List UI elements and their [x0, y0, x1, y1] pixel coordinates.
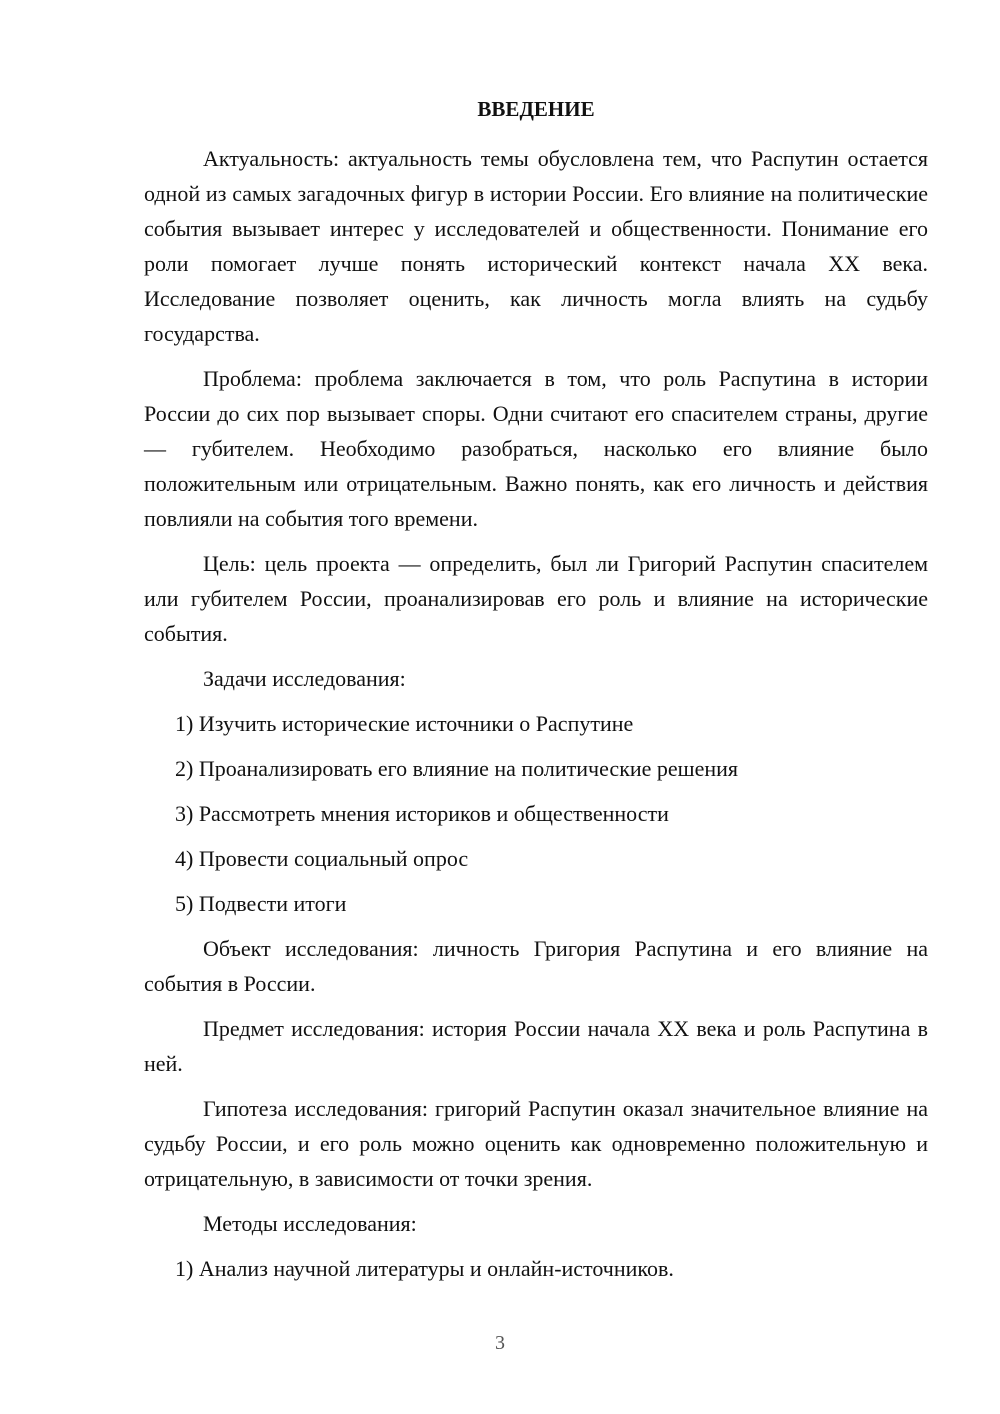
page-title: ВВЕДЕНИЕ [477, 97, 595, 121]
list-item: 2) Проанализировать его влияние на политические решения [175, 756, 739, 781]
hypothesis-paragraph: Гипотеза исследования: григорий Распутин оказал значительное влияние на судьбу России, и его роль можно оценить как одновременно положительную и отрицательную, в зависимости от точки зрения. [144, 1096, 928, 1191]
list-item: 4) Провести социальный опрос [175, 846, 469, 871]
list-item: 1) Изучить исторические источники о Распутине [175, 711, 634, 736]
tasks-list [144, 706, 928, 921]
document-page [144, 92, 928, 1296]
list-item: 1) Анализ научной литературы и онлайн-источников. [175, 1256, 674, 1281]
object-paragraph: Объект исследования: личность Григория Распутина и его влияние на события в России. [144, 936, 928, 996]
page-number: 3 [495, 1332, 505, 1354]
goal-paragraph: Цель: цель проекта — определить, был ли Григорий Распутин спасителем или губителем России, проанализировав его роль и влияние на исторические события. [144, 551, 928, 646]
list-item: 5) Подвести итоги [175, 891, 347, 916]
methods-heading: Методы исследования: [203, 1211, 417, 1236]
subject-paragraph: Предмет исследования: история России начала XX века и роль Распутина в ней. [144, 1016, 928, 1076]
problem-paragraph: Проблема: проблема заключается в том, что роль Распутина в истории России до сих пор вызывает споры. Одни считают его спасителем страны, другие — губителем. Необходимо разобраться, насколько его влияние было положительным или отрицательным. Важно понять, как его личность и действия повлияли на события того времени. [144, 366, 928, 531]
tasks-heading: Задачи исследования: [203, 666, 406, 691]
list-item: 3) Рассмотреть мнения историков и общественности [175, 801, 669, 826]
methods-list [144, 1251, 928, 1286]
relevance-paragraph: Актуальность: актуальность темы обусловлена тем, что Распутин остается одной из самых загадочных фигур в истории России. Его влияние на политические события вызывает интерес у исследователей и общественности. Понимание его роли помогает лучше понять исторический контекст начала XX века. Исследование позволяет оценить, как личность могла влиять на судьбу государства. [144, 146, 928, 346]
